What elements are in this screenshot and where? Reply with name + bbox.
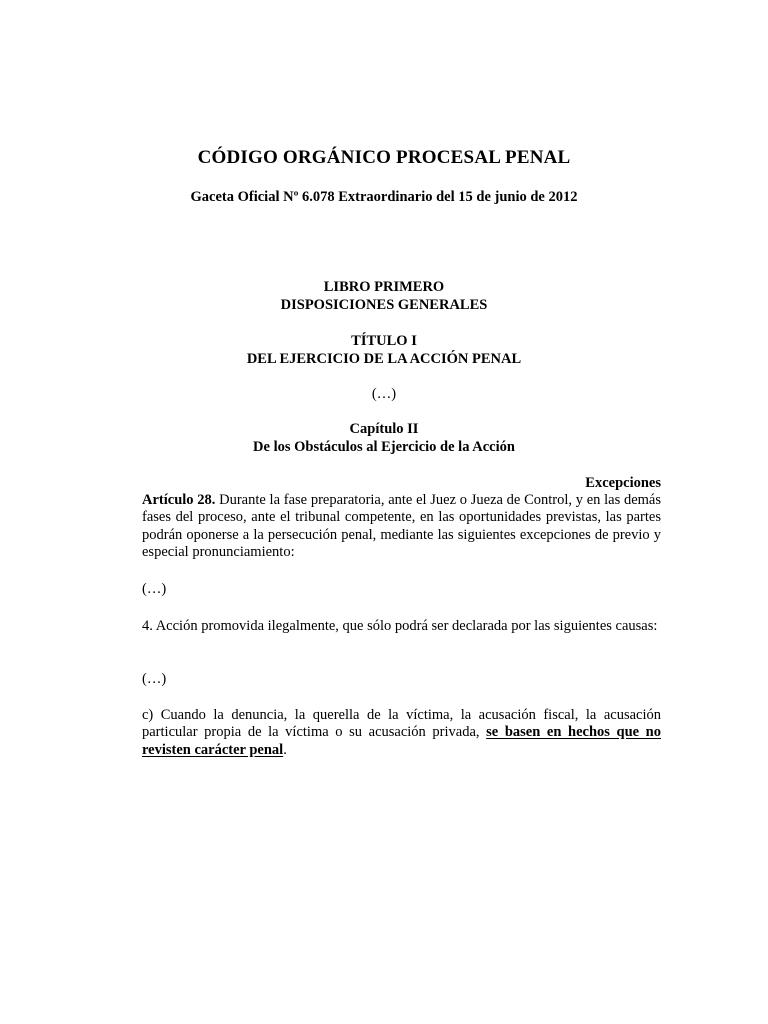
book-number: LIBRO PRIMERO — [323, 279, 445, 295]
omission-marker: (…) — [142, 671, 167, 687]
chapter-number: Capítulo II — [349, 421, 419, 437]
title-heading — [0, 332, 768, 368]
gazette-reference: Gaceta Oficial Nº 6.078 Extraordinario del 15 de junio de 2012 — [190, 189, 578, 205]
item-c-text: c) Cuando la denuncia, la querella de la víctima, la acusación fiscal, la acusación particular propia de la víctima o su acusación privada, — [142, 707, 661, 741]
book-heading — [0, 278, 768, 314]
item-c-end: . — [283, 741, 287, 758]
title-number: TÍTULO I — [351, 333, 417, 349]
ellipsis-text: (…) — [371, 386, 397, 402]
chapter-heading — [0, 420, 768, 456]
item-c-emphasis: se basen en hechos que no revisten carácter penal — [142, 724, 661, 758]
article-text: Durante la fase preparatoria, ante el Juez o Jueza de Control, y en las demás fases del proceso, ante el tribunal competente, en las oportunidades previstas, las partes podrán oponerse a la persecución penal, mediante las siguientes excepciones de previo y especial pronunciamiento: — [142, 492, 662, 561]
chapter-name: De los Obstáculos al Ejercicio de la Acción — [253, 439, 515, 455]
title-name: DEL EJERCICIO DE LA ACCIÓN PENAL — [246, 351, 522, 367]
article-heading: Excepciones — [585, 475, 661, 491]
item-c-paragraph — [142, 707, 661, 759]
omission-marker — [0, 385, 768, 403]
book-name: DISPOSICIONES GENERALES — [280, 297, 488, 313]
item-4-paragraph: 4. Acción promovida ilegalmente, que sólo podrá ser declarada por las siguientes causas: — [142, 618, 658, 634]
omission-marker: (…) — [142, 581, 167, 597]
article-28-paragraph — [142, 492, 661, 562]
article-label: Artículo 28. — [142, 492, 216, 508]
document-title: CÓDIGO ORGÁNICO PROCESAL PENAL — [197, 147, 571, 168]
